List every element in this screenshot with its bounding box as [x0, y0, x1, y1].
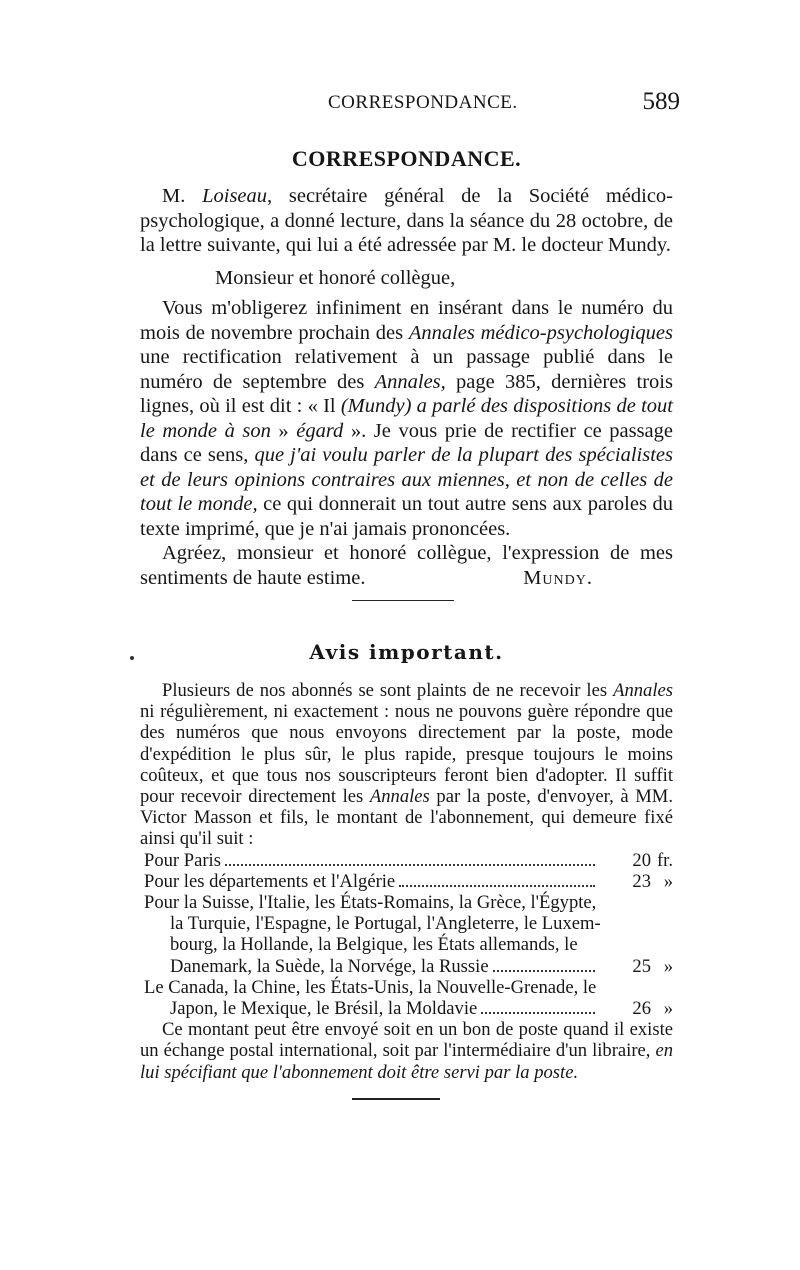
- journal-title-short: Annales,: [374, 370, 446, 393]
- intro-body: secrétaire général de la Société médico-psychologique, a donné lecture, dans la séance du 28 octobre, de la lettre suivante, qui lui a été adressée par M. le docteur Mundy.: [140, 185, 674, 256]
- end-rule: [352, 1098, 440, 1100]
- rate-destination-cont: bourg, la Hollande, la Belgique, les États allemands, le: [170, 934, 578, 956]
- rate-unit: fr.: [656, 849, 673, 871]
- notice-paragraph-2: Ce montant peut être envoyé soit en un bon de poste quand il existe un échange postal international, soit par l'intermédiaire d'un libraire, en lui spécifiant que l'abonnement doit être servi par la poste.: [140, 1019, 673, 1083]
- rate-destination: Pour les départements et l'Algérie: [144, 870, 396, 892]
- letter-salutation: Monsieur et honoré collègue,: [215, 267, 456, 289]
- rate-destination-cont: Japon, le Mexique, le Brésil, la Moldavie: [170, 998, 478, 1020]
- intro-paragraph: [140, 184, 673, 258]
- rate-unit: »: [663, 998, 673, 1020]
- section-title: CORRESPONDANCE.: [291, 146, 522, 171]
- correction-text: que j'ai voulu parler de la plupart des spécialistes et de leurs opinions contraires aux miennes, et non de celles de tout le monde,: [140, 444, 673, 515]
- subscription-rates: [144, 850, 673, 1020]
- intro-m: M.: [162, 185, 203, 207]
- rate-destination-cont: la Turquie, l'Espagne, le Portugal, l'Angleterre, le Luxem-: [170, 913, 601, 935]
- postal-instruction: en lui spécifiant que l'abonnement doit être servi par la poste.: [140, 1040, 673, 1083]
- letter-body: [140, 296, 673, 590]
- rate-unit: »: [663, 870, 673, 892]
- print-mark: [130, 656, 134, 660]
- rate-destination-cont: Danemark, la Suède, la Norvége, la Russie: [170, 955, 489, 977]
- letter-signature: Mundy.: [523, 566, 593, 589]
- rate-amount: 20: [632, 849, 651, 871]
- journal-title: Annales médico-psychologiques: [408, 321, 674, 344]
- rate-row: [144, 871, 673, 892]
- rate-row: [144, 956, 673, 977]
- separator-rule: [352, 600, 454, 601]
- journal-title-annales-2: Annales: [369, 786, 430, 808]
- intro-name: Loiseau,: [202, 185, 273, 207]
- rate-row: [144, 998, 673, 1019]
- notice-title: Avis important.: [309, 640, 504, 664]
- quoted-passage: (Mundy) a parlé des dispositions de tout le monde à son: [140, 395, 673, 442]
- rate-destination: Pour la Suisse, l'Italie, les États-Romains, la Grèce, l'Égypte,: [144, 892, 597, 914]
- notice-paragraph-1: Plusieurs de nos abonnés se sont plaints de ne recevoir les Annales ni régulièrement, ni exactement : nous ne pouvons guère répondre que des numéros que nous envoyons directement par la poste, mode d'expédition le plus sûr, le plus rapide, presque toujours le moins coûteux, et que tous nos souscripteurs feront bien d'adopter. Il suffit pour recevoir directement les Annales par la poste, d'envoyer, à MM. Victor Masson et fils, le montant de l'abonnement, qui demeure fixé ainsi qu'il suit :: [140, 680, 673, 850]
- quoted-passage-end: égard: [296, 419, 344, 442]
- rate-amount: 26: [632, 998, 651, 1020]
- journal-title-annales: Annales: [613, 680, 673, 701]
- page-number: 589: [642, 88, 680, 115]
- rate-amount: 25: [632, 955, 651, 977]
- rate-row: [144, 850, 673, 871]
- rate-destination: Pour Paris: [144, 849, 221, 871]
- rate-destination: Le Canada, la Chine, les États-Unis, la Nouvelle-Grenade, le: [144, 976, 597, 998]
- rate-unit: »: [663, 955, 673, 977]
- letter-paragraph-2: Agréez, monsieur et honoré collègue, l'expression de mes sentiments de haute estime. Mundy.: [140, 542, 673, 589]
- running-head: [140, 90, 680, 120]
- notice-body: [140, 680, 673, 1083]
- intro-text: [140, 184, 673, 258]
- letter-paragraph-1: Vous m'obligerez infiniment en insérant dans le numéro du mois de novembre prochain des Annales médico-psychologiques une rectification relativement à un passage publié dans le numéro de septembre des Annales, page 385, dernières trois lignes, où il est dit : « Il (Mundy) a parlé des dispositions de tout le monde à son » égard ». Je vous prie de rectifier ce passage dans ce sens, que j'ai voulu parler de la plupart des spécialistes et de leurs opinions contraires aux miennes, et non de celles de tout le monde, ce qui donnerait un tout autre sens aux paroles du texte imprimé, que je n'ai jamais prononcées.: [140, 297, 674, 540]
- running-head-title: CORRESPONDANCE.: [328, 92, 518, 113]
- rate-amount: 23: [632, 870, 651, 892]
